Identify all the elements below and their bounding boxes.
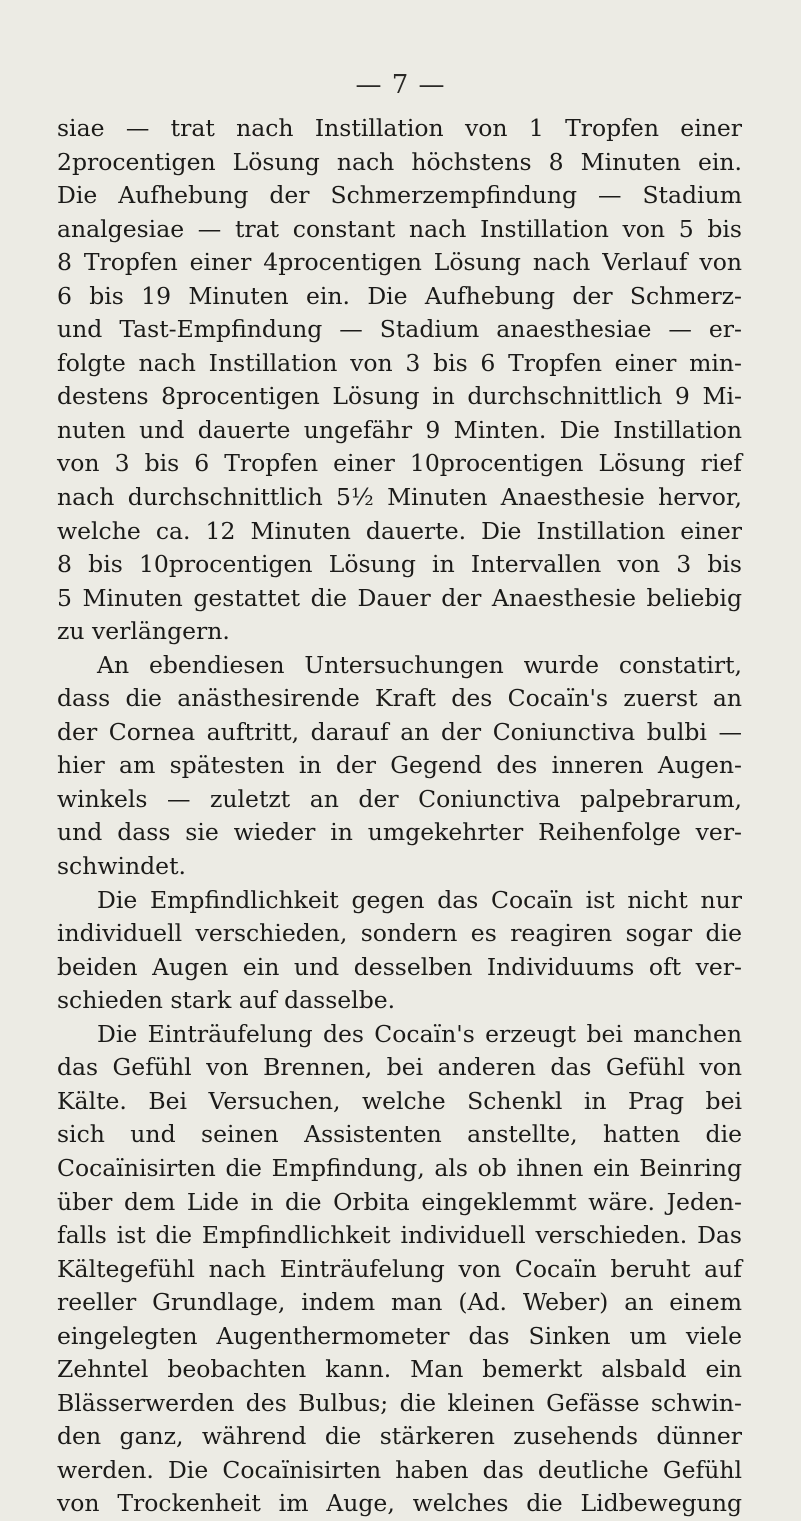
page-number: — 7 — — [355, 70, 446, 100]
text-line: und Tast-Empfindung — Stadium anaesthesiae — er- — [57, 315, 742, 344]
text-line: 8 bis 10procentigen Lösung in Intervallen von 3 bis — [57, 550, 742, 579]
text-line: von 3 bis 6 Tropfen einer 10procentigen Lösung rief — [57, 449, 742, 478]
body-text — [57, 112, 742, 1521]
text-line: nach durchschnittlich 5½ Minuten Anaesthesie hervor, — [57, 483, 742, 512]
text-line: Zehntel beobachten kann. Man bemerkt alsbald ein — [57, 1355, 742, 1384]
text-line: reeller Grundlage, indem man (Ad. Weber) an einem — [57, 1288, 742, 1317]
text-line: eingelegten Augenthermometer das Sinken um viele — [57, 1321, 742, 1350]
text-line: nuten und dauerte ungefähr 9 Minten. Die Instillation — [57, 415, 742, 444]
text-line: schwindet. — [57, 852, 186, 881]
text-line: winkels — zuletzt an der Coniunctiva palpebrarum, — [57, 784, 742, 813]
text-line: das Gefühl von Brennen, bei anderen das Gefühl von — [57, 1053, 742, 1082]
text-line: dass die anästhesirende Kraft des Cocaïn's zuerst an — [57, 684, 742, 713]
text-line: Blässerwerden des Bulbus; die kleinen Gefässe schwin- — [57, 1388, 742, 1417]
text-line: Die Einträufelung des Cocaïn's erzeugt bei manchen — [97, 1019, 742, 1048]
text-line: zu verlängern. — [57, 617, 230, 646]
text-line: destens 8procentigen Lösung in durchschnittlich 9 Mi- — [57, 382, 742, 411]
text-line: über dem Lide in die Orbita eingeklemmt wäre. Jeden- — [57, 1187, 742, 1216]
text-line: Die Empfindlichkeit gegen das Cocaïn ist nicht nur — [97, 885, 742, 914]
text-line: siae — trat nach Instillation von 1 Tropfen einer — [57, 114, 742, 142]
text-line: 2procentigen Lösung nach höchstens 8 Minuten ein. — [57, 147, 742, 176]
text-line: analgesiae — trat constant nach Instillation von 5 bis — [57, 214, 742, 243]
text-line: 6 bis 19 Minuten ein. Die Aufhebung der Schmerz- — [57, 281, 742, 310]
text-line: Cocaïnisirten die Empfindung, als ob ihnen ein Beinring — [57, 1153, 742, 1182]
text-line: welche ca. 12 Minuten dauerte. Die Instillation einer — [57, 516, 742, 545]
text-line: An ebendiesen Untersuchungen wurde constatirt, — [97, 650, 742, 679]
text-line: beiden Augen ein und desselben Individuums oft ver- — [57, 952, 742, 981]
text-line: Kälte. Bei Versuchen, welche Schenkl in Prag bei — [57, 1086, 742, 1115]
text-line: falls ist die Empfindlichkeit individuell verschieden. Das — [57, 1221, 742, 1250]
text-line: und dass sie wieder in umgekehrter Reihenfolge ver- — [57, 818, 742, 847]
text-line: schieden stark auf dasselbe. — [57, 986, 396, 1015]
text-line: den ganz, während die stärkeren zusehends dünner — [57, 1422, 742, 1451]
text-line: werden. Die Cocaïnisirten haben das deutliche Gefühl — [57, 1455, 742, 1484]
text-line: von Trockenheit im Auge, welches die Lidbewegung — [57, 1489, 742, 1518]
text-line: 8 Tropfen einer 4procentigen Lösung nach Verlauf von — [57, 248, 742, 277]
text-line: folgte nach Instillation von 3 bis 6 Tropfen einer min- — [57, 348, 742, 377]
text-line: der Cornea auftritt, darauf an der Coniunctiva bulbi — — [57, 717, 742, 746]
text-line: Die Aufhebung der Schmerzempfindung — Stadium — [57, 181, 742, 210]
text-line: sich und seinen Assistenten anstellte, hatten die — [57, 1120, 742, 1149]
text-line: Kältegefühl nach Einträufelung von Cocaïn beruht auf — [57, 1254, 742, 1283]
text-line: 5 Minuten gestattet die Dauer der Anaesthesie beliebig — [57, 583, 742, 612]
text-line: individuell verschieden, sondern es reagiren sogar die — [57, 919, 742, 948]
text-line: hier am spätesten in der Gegend des inneren Augen- — [57, 751, 742, 780]
